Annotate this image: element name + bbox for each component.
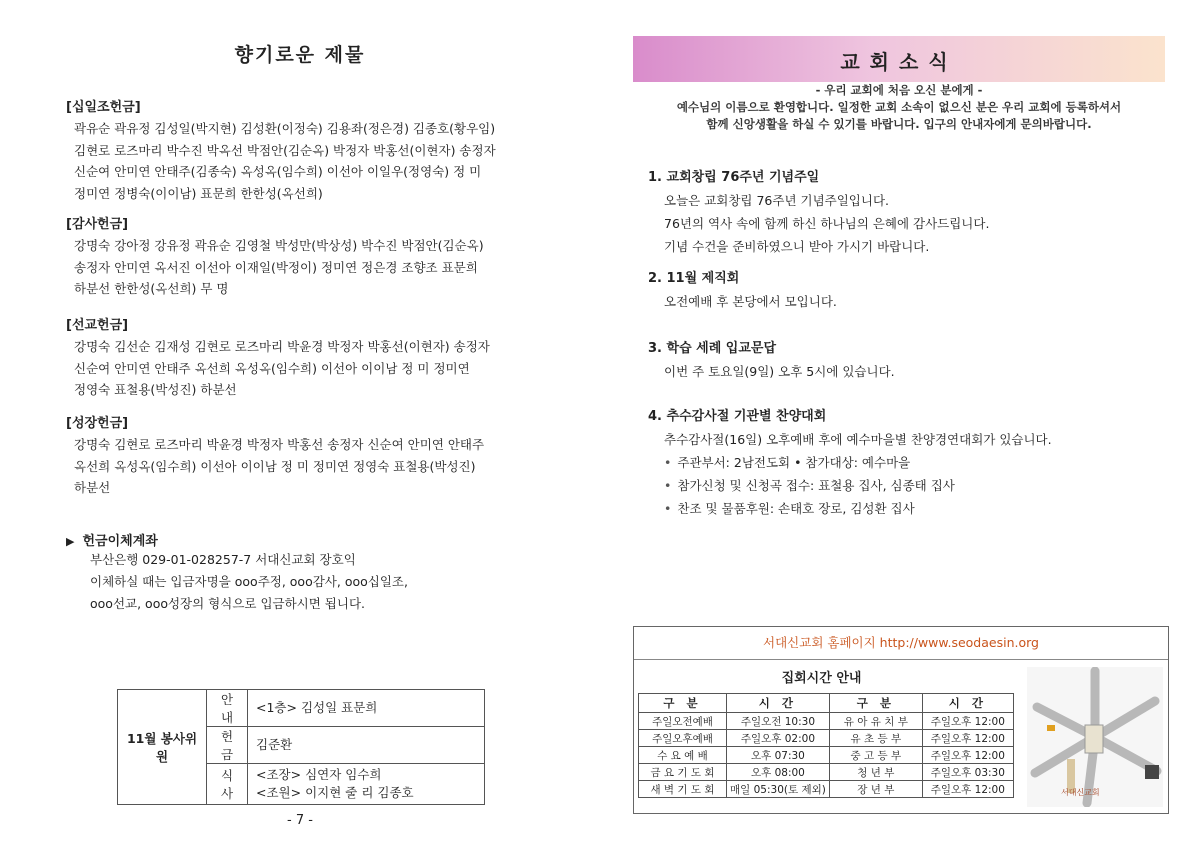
name-line: 김현로 로즈마리 박수진 박옥선 박점안(김순옥) 박정자 박홍선(이현자) 송정자 <box>74 142 496 158</box>
column-header: 시 간 <box>727 694 830 713</box>
news-item <box>648 267 1168 313</box>
table-row <box>639 781 1014 798</box>
table-cell: 주일오후 03:30 <box>922 764 1013 781</box>
table-cell: 주일오전 10:30 <box>727 713 830 730</box>
name-line: 정미연 정병숙(이이남) 표문희 한한성(옥선희) <box>74 185 323 201</box>
table-cell: 유 아 유 치 부 <box>829 713 922 730</box>
name-line: 정영숙 표철용(박성진) 하분선 <box>74 382 237 397</box>
news-line: 오전예배 후 본당에서 모입니다. <box>664 294 837 309</box>
name-line: 송정자 안미연 옥서진 이선아 이재일(박정이) 정미연 정은경 조향조 표문희 <box>74 259 478 275</box>
bullet-icon: • <box>664 455 672 470</box>
location-map <box>1027 667 1163 807</box>
bullet-text: 주관부서: 2남전도회 • 참가대상: 예수마을 <box>677 455 911 470</box>
account-transfer-section <box>66 530 566 615</box>
page-title: 향기로운 제물 <box>234 44 366 66</box>
account-line: 이체하실 때는 입금자명을 ooo주정, ooo감사, ooo십일조, <box>90 574 408 589</box>
table-cell: 주일오전예배 <box>639 713 727 730</box>
name-line: 곽유순 곽유정 김성일(박지현) 김성환(이정숙) 김용좌(정은경) 김종호(황우임) <box>74 121 496 136</box>
tithe-offering-section <box>66 96 546 204</box>
table-cell: 주일오후 12:00 <box>922 747 1013 764</box>
welcome-message <box>633 82 1165 133</box>
table-cell: 주일오후 12:00 <box>922 730 1013 747</box>
account-heading-text: 헌금이체계좌 <box>82 534 158 549</box>
table-cell: 새 벽 기 도 회 <box>639 781 727 798</box>
table-cell: 금 요 기 도 회 <box>639 764 727 781</box>
service-category: 헌금 <box>207 727 248 764</box>
table-cell: 주일오후 12:00 <box>922 713 1013 730</box>
name-line: 하분선 <box>74 480 111 495</box>
table-cell: 수 요 예 배 <box>639 747 727 764</box>
name-line: 신순여 안미연 안태주 옥선희 옥성옥(임수희) 이선아 이이남 정 미 정미연 <box>74 360 470 376</box>
column-header: 구 분 <box>639 694 727 713</box>
account-heading <box>66 530 566 549</box>
meeting-times-table <box>638 693 1014 798</box>
welcome-line: - 우리 교회에 처음 오신 분에게 - <box>815 83 983 97</box>
news-line: 76년의 역사 속에 함께 하신 하나님의 은혜에 감사드립니다. <box>664 216 990 231</box>
table-row <box>639 747 1014 764</box>
meeting-title: 집회시간 안내 <box>781 671 862 686</box>
divider <box>634 659 1168 660</box>
banner-title: 교회소식 <box>840 50 958 74</box>
welcome-line: 함께 신앙생활을 하실 수 있기를 바랍니다. 입구의 안내자에게 문의바랍니다. <box>706 117 1092 131</box>
service-volunteers-table <box>117 689 485 805</box>
news-heading: 4. 추수감사절 기관별 찬양대회 <box>648 409 827 424</box>
table-cell: 주일오후 12:00 <box>922 781 1013 798</box>
table-row <box>639 730 1014 747</box>
section-heading: [선교헌금] <box>66 318 129 333</box>
table-cell: 청 년 부 <box>829 764 922 781</box>
service-category: 식사 <box>207 764 248 805</box>
table-row <box>639 713 1014 730</box>
column-header: 시 간 <box>922 694 1013 713</box>
name-line: 옥선희 옥성옥(임수희) 이선아 이이남 정 미 정미연 정영숙 표철용(박성진) <box>74 458 476 474</box>
service-names: 김준환 <box>248 727 485 764</box>
page-number: - 7 - <box>287 813 313 828</box>
table-cell: 오후 08:00 <box>727 764 830 781</box>
table-cell: 주일오후 02:00 <box>727 730 830 747</box>
welcome-line: 예수님의 이름으로 환영합니다. 일정한 교회 소속이 없으신 분은 우리 교회에 등록하셔서 <box>676 100 1122 114</box>
news-line: 이번 주 토요일(9일) 오후 5시에 있습니다. <box>664 364 895 379</box>
table-cell: 오후 07:30 <box>727 747 830 764</box>
thanks-offering-section <box>66 213 546 300</box>
name-line: 강명숙 강아정 강유정 곽유순 김영철 박성만(박상성) 박수진 박점안(김순옥) <box>74 238 484 253</box>
service-name-line: <조원> 이지현 줄 리 김종호 <box>256 785 414 800</box>
news-line: 오늘은 교회창립 76주년 기념주일입니다. <box>664 193 889 208</box>
news-line: 추수감사절(16일) 오후예배 후에 예수마을별 찬양경연대회가 있습니다. <box>664 432 1052 447</box>
section-heading: [감사헌금] <box>66 217 129 232</box>
table-cell: 중 고 등 부 <box>829 747 922 764</box>
map-church-label: 서대신교회 <box>1061 788 1100 797</box>
section-heading: [성장헌금] <box>66 416 129 431</box>
news-heading: 3. 학습 세례 입교문답 <box>648 341 777 356</box>
triangle-right-icon: ▶ <box>66 535 75 548</box>
name-line: 강명숙 김선순 김재성 김현로 로즈마리 박윤경 박정자 박홍선(이현자) 송정자 <box>74 339 490 354</box>
news-item <box>648 337 1168 383</box>
table-cell: 유 초 등 부 <box>829 730 922 747</box>
news-bullet <box>648 451 1168 474</box>
column-header: 구 분 <box>829 694 922 713</box>
name-line: 강명숙 김현로 로즈마리 박윤경 박정자 박홍선 송정자 신순여 안미연 안태주 <box>74 437 485 452</box>
service-names: <1층> 김성일 표문희 <box>248 690 485 727</box>
table-cell: 매일 05:30(토 제외) <box>727 781 830 798</box>
table-row <box>639 764 1014 781</box>
bullet-icon: • <box>664 501 672 516</box>
news-heading: 1. 교회창립 76주년 기념주일 <box>648 170 820 185</box>
service-label: 11월 봉사위원 <box>118 690 207 805</box>
news-item <box>648 166 1168 258</box>
mission-offering-section <box>66 314 546 401</box>
name-line: 신순여 안미연 안태주(김종숙) 옥성옥(임수희) 이선아 이일우(정영숙) 정 미 <box>74 164 482 179</box>
news-heading: 2. 11월 제직회 <box>648 271 740 286</box>
section-heading: [십일조헌금] <box>66 100 141 115</box>
table-cell: 장 년 부 <box>829 781 922 798</box>
bullet-icon: • <box>664 478 672 493</box>
table-cell: 주일오후예배 <box>639 730 727 747</box>
service-names <box>248 764 485 805</box>
map-roads-graphic <box>1027 667 1163 807</box>
news-line: 기념 수건을 준비하였으니 받아 가시기 바랍니다. <box>664 239 930 254</box>
service-name-line: <조장> 심연자 임수희 <box>256 767 382 782</box>
bullet-text: 참가신청 및 신청곡 접수: 표철용 집사, 심종태 집사 <box>677 478 955 493</box>
news-item <box>648 405 1168 520</box>
news-bullet <box>648 497 1168 520</box>
right-page <box>600 0 1200 848</box>
account-line: 부산은행 029-01-028257-7 서대신교회 장호익 <box>90 552 356 567</box>
news-bullet <box>648 474 1168 497</box>
church-info-box <box>633 626 1169 814</box>
homepage-link[interactable]: 서대신교회 홈페이지 http://www.seodaesin.org <box>763 635 1039 650</box>
account-line: ooo선교, ooo성장의 형식으로 입금하시면 됩니다. <box>90 596 366 611</box>
service-category: 안내 <box>207 690 248 727</box>
news-banner <box>633 36 1165 82</box>
growth-offering-section <box>66 412 546 499</box>
name-line: 하분선 한한성(옥선희) 무 명 <box>74 281 229 296</box>
bullet-text: 찬조 및 물품후원: 손태호 장로, 김성환 집사 <box>677 501 915 516</box>
